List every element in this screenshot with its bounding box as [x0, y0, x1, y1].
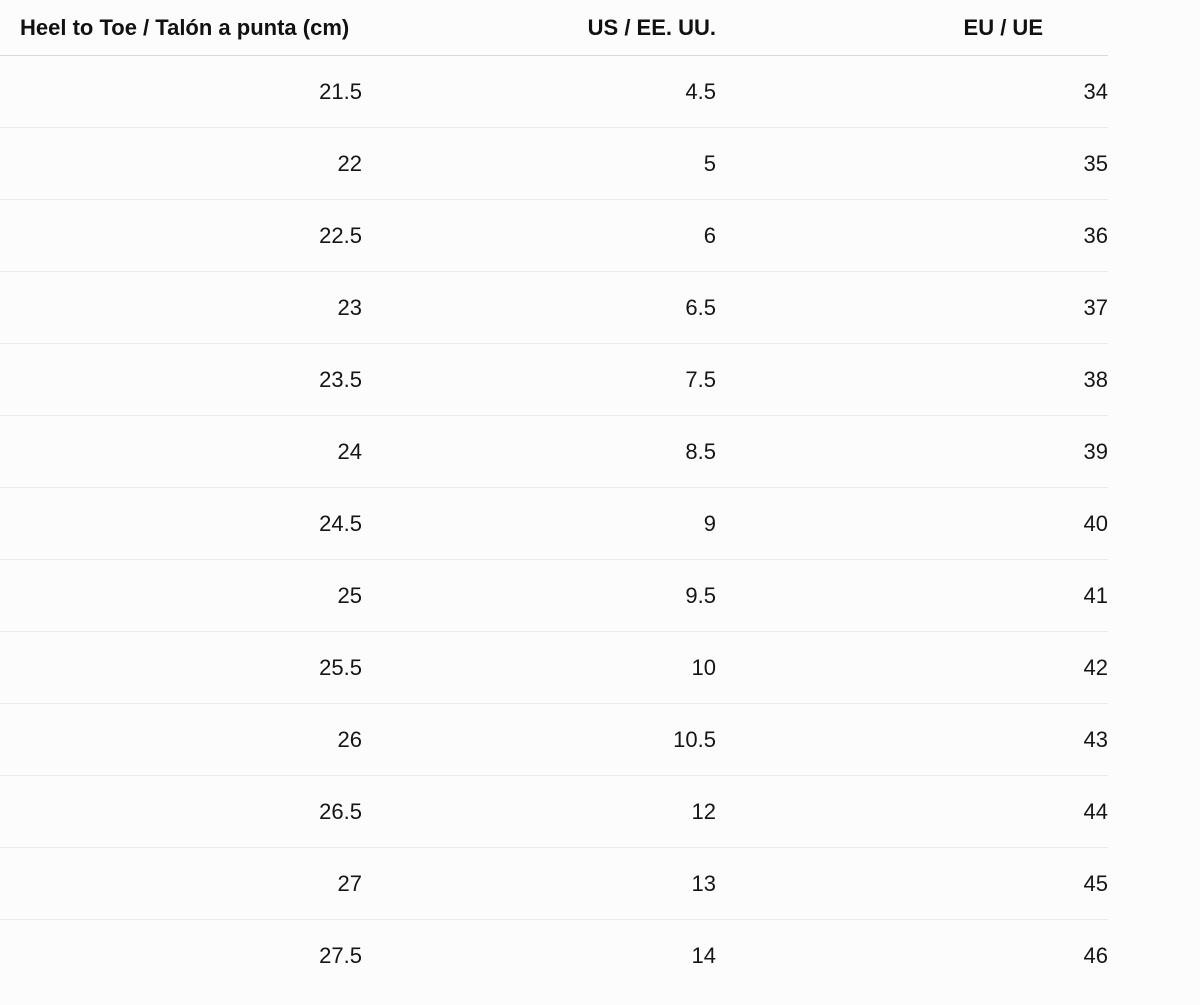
table-row — [0, 56, 1108, 128]
cell-us-size: 13 — [362, 848, 716, 920]
table-row — [0, 200, 1108, 272]
cell-eu-size: 46 — [1083, 942, 1108, 968]
cell-eu-size: 36 — [716, 200, 1108, 272]
table-row — [0, 704, 1108, 776]
cell-heel-to-toe-cm: 27.5 — [319, 942, 362, 968]
table-row — [0, 848, 1108, 920]
cell-eu-size: 40 — [716, 488, 1108, 560]
cell-us-size: 4.5 — [362, 56, 716, 128]
table-row — [0, 272, 1108, 344]
cell-eu-size: 41 — [716, 560, 1108, 632]
column-header-us: US / EE. UU. — [362, 0, 716, 56]
table-header — [0, 0, 1108, 56]
cell-eu-size: 43 — [716, 704, 1108, 776]
cell-eu-size: 34 — [716, 56, 1108, 128]
table-row — [0, 560, 1108, 632]
table-row — [0, 632, 1108, 704]
cell-heel-to-toe-cm: 26.5 — [0, 776, 362, 848]
cell-us-size: 6 — [362, 200, 716, 272]
cell-heel-to-toe-cm: 23 — [0, 272, 362, 344]
cell-us-size: 14 — [691, 942, 716, 968]
cell-eu-size: 42 — [716, 632, 1108, 704]
cell-us-size: 8.5 — [362, 416, 716, 488]
cell-eu-size: 45 — [716, 848, 1108, 920]
cell-eu-size: 44 — [716, 776, 1108, 848]
cell-eu-size: 37 — [716, 272, 1108, 344]
table-row — [0, 776, 1108, 848]
table-row — [0, 128, 1108, 200]
cell-us-size: 10 — [362, 632, 716, 704]
cell-us-size: 6.5 — [362, 272, 716, 344]
cell-heel-to-toe-cm: 22.5 — [0, 200, 362, 272]
table-body — [0, 56, 1108, 992]
table-row — [0, 488, 1108, 560]
cell-us-size: 5 — [362, 128, 716, 200]
cell-heel-to-toe-cm: 26 — [0, 704, 362, 776]
cell-heel-to-toe-cm: 22 — [0, 128, 362, 200]
table-row — [0, 344, 1108, 416]
cell-us-size: 12 — [362, 776, 716, 848]
cell-heel-to-toe-cm: 27 — [0, 848, 362, 920]
column-header-eu: EU / UE — [716, 0, 1108, 56]
cell-heel-to-toe-cm: 24.5 — [0, 488, 362, 560]
cell-us-size: 9.5 — [362, 560, 716, 632]
cell-us-size: 7.5 — [362, 344, 716, 416]
header-row — [0, 0, 1108, 56]
cell-heel-to-toe-cm: 24 — [0, 416, 362, 488]
table-row — [0, 416, 1108, 488]
cell-eu-size: 39 — [716, 416, 1108, 488]
table-row — [0, 920, 1108, 992]
column-header-heel-to-toe: Heel to Toe / Talón a punta (cm) — [0, 0, 362, 56]
cell-heel-to-toe-cm: 25.5 — [0, 632, 362, 704]
cell-us-size: 10.5 — [362, 704, 716, 776]
cell-heel-to-toe-cm: 23.5 — [0, 344, 362, 416]
cell-heel-to-toe-cm: 25 — [0, 560, 362, 632]
cell-eu-size: 35 — [716, 128, 1108, 200]
cell-heel-to-toe-cm: 21.5 — [0, 56, 362, 128]
cell-eu-size: 38 — [716, 344, 1108, 416]
cell-us-size: 9 — [362, 488, 716, 560]
